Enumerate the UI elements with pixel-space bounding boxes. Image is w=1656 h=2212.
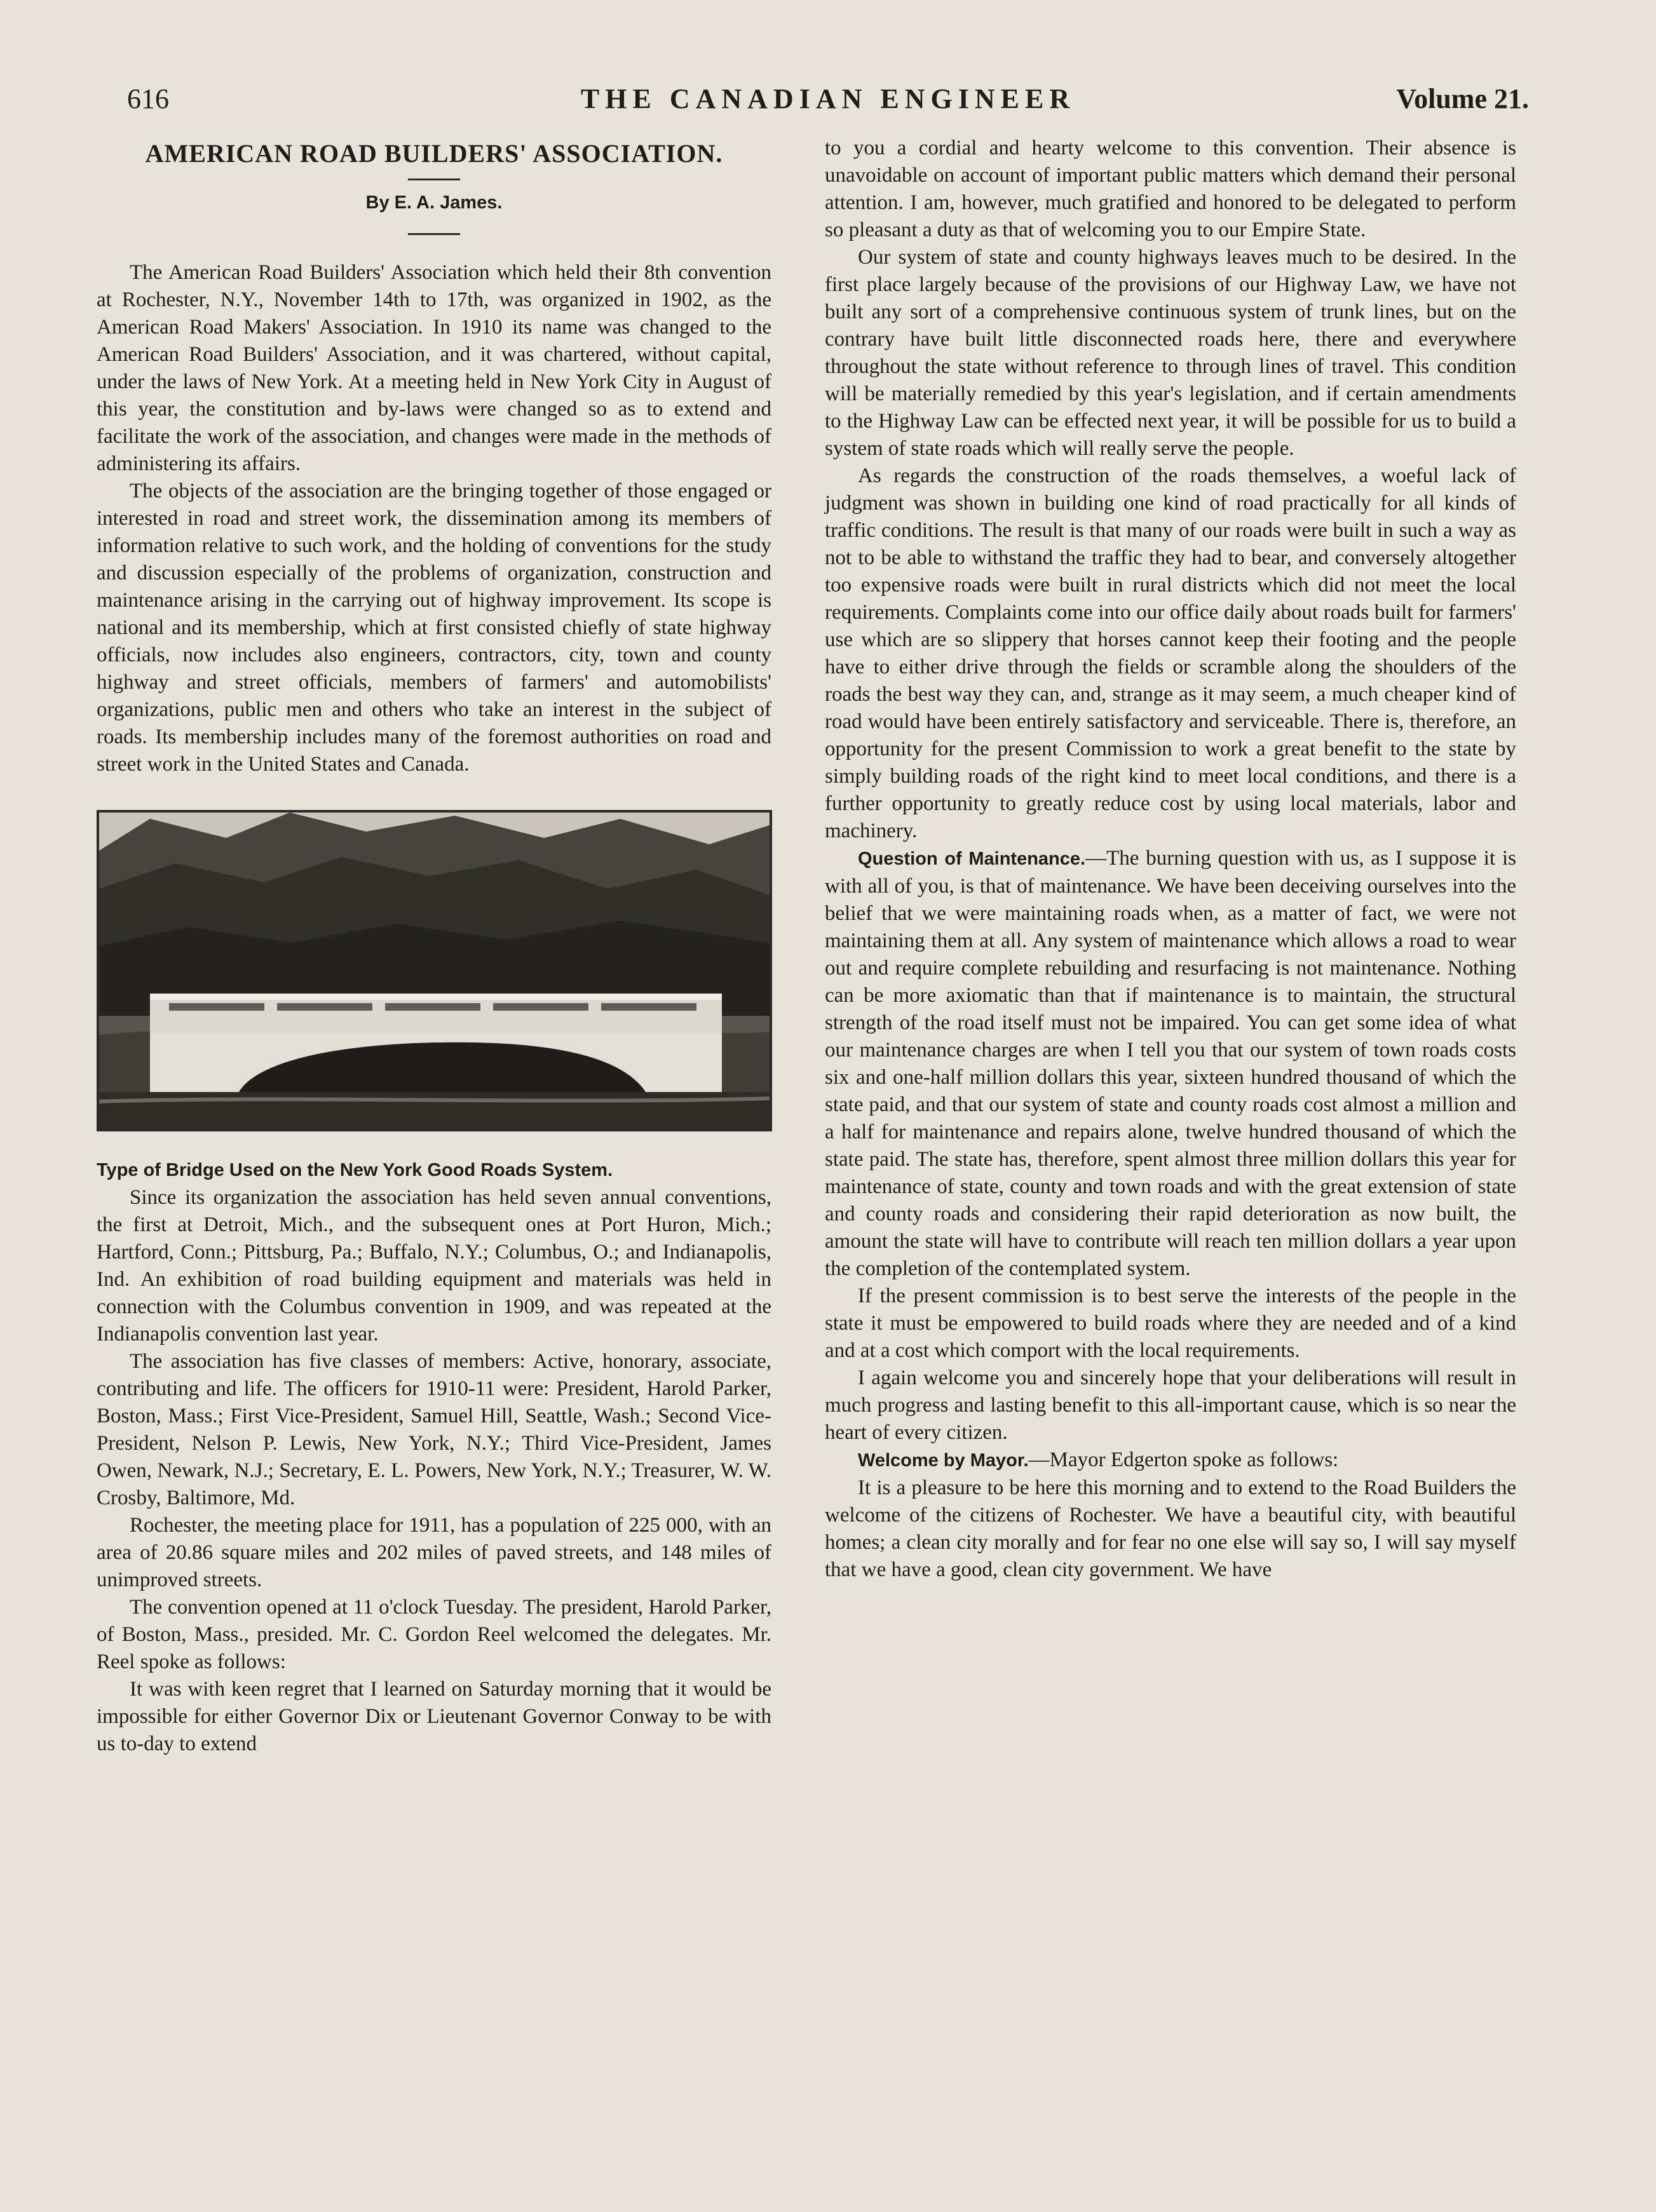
mayor-heading: Welcome by Mayor. — [858, 1450, 1029, 1471]
page-number: 616 — [127, 83, 169, 114]
title-rule — [408, 179, 460, 180]
paragraph: The association has five classes of members: Active, honorary, associate, contributing and life. The officers for 1910-11 were: President, Harold Parker, Boston, Mass.; First Vice-President, Samuel Hill, Seattle, Wash.; Second Vice-President, Nelson P. Lewis, New York, N.Y.; Third Vice-President, James Owen, Newark, N.J.; Secretary, E. L. Powers, New York, N.Y.; Treasurer, W. W. Crosby, Baltimore, Md. — [97, 1350, 771, 1509]
paragraph: The objects of the association are the bringing together of those engaged or interested in road and street work, the dissemination among its members of information relative to such work, and the holding of conventions for the study and discussion especially of the problems of organization, construction and maintenance arising in the carrying out of highway improvement. Its scope is national and its membership, which at first consisted chiefly of state highway officials, now includes also engineers, contractors, city, town and county highway and street officials, members of farmers' and automobilists' organizations, public men and others who take an interest in the subject of roads. Its membership includes many of the foremost authorities on road and street work in the United States and Canada. — [97, 480, 771, 776]
paragraph: It is a pleasure to be here this morning and to extend to the Road Builders the welcome of the citizens of Rochester. We have a beautiful city, with beautiful homes; a clean city morally and for fear no one else will say so, I will say myself that we have a good, clean city government. We have — [825, 1476, 1516, 1581]
bridge-photo-image — [99, 813, 770, 1129]
mayor-text: —Mayor Edgerton spoke as follows: — [1028, 1448, 1339, 1471]
maintenance-text: —The burning question with us, as I suppose it is with all of you, is that of maintenance. We have been deceiving ourselves into the belief that we were maintaining roads when, as a matter of fact, we were not maintaining them at all. Any system of maintenance which allows a road to wear out and require complete rebuilding and resurfacing is not maintenance. Nothing can be more axiomatic than that if maintenance is to maintain, the structural strength of the road itself must not be impaired. You can get some idea of what our maintenance charges are when I tell you that our system of town roads costs six and one-half million dollars this year, sixteen hundred thousand of which the state paid, and that our system of state and county roads cost almost a million and a half for maintenance and repairs alone, twelve hundred thousand of which the state paid. The state has, therefore, spent almost three million dollars this year for maintenance of state, county and town roads and with the great extension of state and county roads and considering their rapid deterioration as now built, the amount the state will have to contribute will reach ten million dollars a year upon the completion of the contemplated system. — [825, 847, 1516, 1280]
paragraph: Our system of state and county highways leaves much to be desired. In the first place largely because of the provisions of our Highway Law, we have not built any sort of a comprehensive continuous system of trunk lines, but on the contrary have built little disconnected roads here, there and everywhere throughout the state without reference to through lines of travel. This condition will be materially remedied by this year's legislation, and if certain amendments to the Highway Law can be effected next year, it will be possible for us to build a system of state roads which will really serve the people. — [825, 246, 1516, 460]
paragraph: The convention opened at 11 o'clock Tuesday. The president, Harold Parker, of Boston, Mass., presided. Mr. C. Gordon Reel welcomed the delegates. Mr. Reel spoke as follows: — [97, 1596, 771, 1673]
paragraph: If the present commission is to best serve the interests of the people in the state it must be empowered to build roads where they are needed and of a kind and at a cost which comport with the local requirements. — [825, 1285, 1516, 1362]
bridge-photo — [97, 810, 772, 1131]
paragraph: to you a cordial and hearty welcome to this convention. Their absence is unavoidable on account of important public matters which demand their personal attention. I am, however, much gratified and honored to be delegated to perform so pleasant a duty as that of welcoming you to our Empire State. — [825, 137, 1516, 241]
maintenance-paragraph — [825, 845, 1516, 1283]
right-column — [825, 135, 1516, 1584]
mayor-paragraph — [825, 1447, 1516, 1474]
paragraph: Rochester, the meeting place for 1911, has a population of 225 000, with an area of 20.86 square miles and 202 miles of paved streets, and 148 miles of unimproved streets. — [97, 1514, 771, 1591]
paragraph: As regards the construction of the roads themselves, a woeful lack of judgment was shown in building one kind of road practically for all kinds of traffic conditions. The result is that many of our roads were built in such a way as not to be able to withstand the traffic they had to bear, and conversely altogether too expensive roads were built in rural districts which did not meet the local requirements. Complaints come into our office daily about roads built for farmers' use which are so slippery that horses cannot keep their footing and the people have to either drive through the fields or scramble along the shoulders of the roads the best way they can, and, strange as it may seem, a much cheaper kind of road would have been entirely satisfactory and serviceable. There is, therefore, an opportunity for the present Commission to work a great benefit to the state by simply building roads of the right kind to meet local conditions, and there is a further opportunity to greatly reduce cost by using local materials, labor and machinery. — [825, 464, 1516, 842]
article-title: AMERICAN ROAD BUILDERS' ASSOCIATION. — [145, 139, 723, 168]
left-column — [97, 133, 771, 1758]
journal-title: THE CANADIAN ENGINEER — [580, 83, 1076, 114]
byline: By E. A. James. — [365, 192, 503, 213]
paragraph: Since its organization the association has held seven annual conventions, the first at Detroit, Mich., and the subsequent ones at Port Huron, Mich.; Hartford, Conn.; Pittsburg, Pa.; Buffalo, N.Y.; Columbus, O.; and Indianapolis, Ind. An exhibition of road building equipment and materials was held in connection with the Columbus convention in 1909, and was repeated at the Indianapolis convention last year. — [97, 1186, 771, 1345]
running-head — [127, 83, 1529, 121]
figure-caption: Type of Bridge Used on the New York Good Roads System. — [97, 1160, 613, 1180]
paragraph: The American Road Builders' Association which held their 8th convention at Rochester, N.Y., November 14th to 17th, was organized in 1902, as the American Road Makers' Association. In 1910 its name was changed to the American Road Builders' Association, and it was chartered, without capital, under the laws of New York. At a meeting held in New York City in August of this year, the constitution and by-laws were changed so as to extend and facilitate the work of the association, and changes were made in the methods of administering its affairs. — [97, 261, 771, 475]
byline-rule — [408, 233, 460, 235]
maintenance-heading: Question of Maintenance. — [858, 849, 1086, 869]
paragraph: I again welcome you and sincerely hope that your deliberations will result in much progress and lasting benefit to this all-important cause, which is so near the heart of every citizen. — [825, 1366, 1516, 1444]
paragraph: It was with keen regret that I learned on Saturday morning that it would be impossible for either Governor Dix or Lieutenant Governor Conway to be with us to-day to extend — [97, 1678, 771, 1755]
volume-label: Volume 21. — [1396, 83, 1529, 114]
